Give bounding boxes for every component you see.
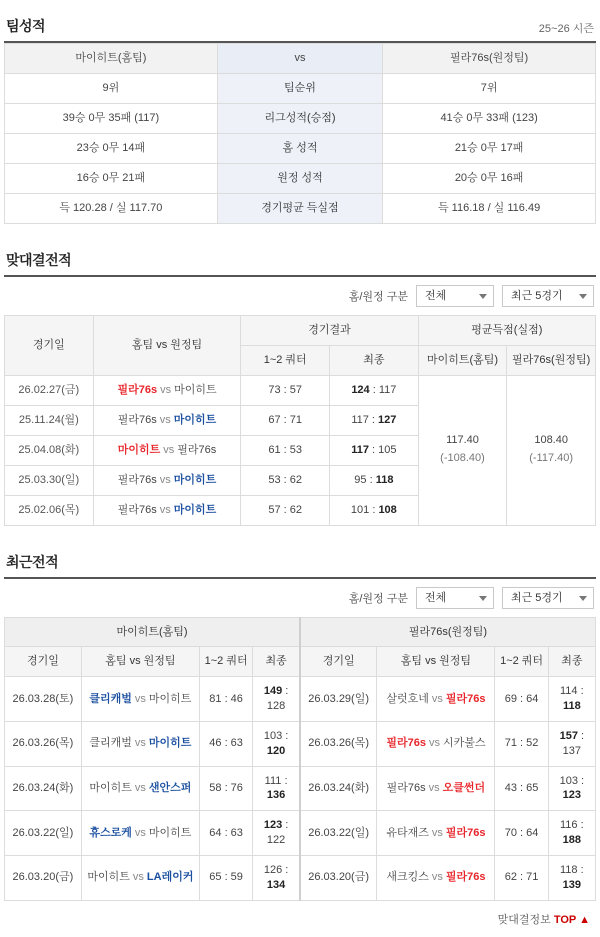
away-team: 샌안스퍼: [148, 782, 192, 795]
match-teams: [377, 766, 495, 811]
table-header-row: [5, 315, 596, 345]
quarter-score: 69 : 64: [495, 677, 548, 722]
col-away-team: 필라76s(원정팀): [383, 44, 596, 74]
away-team: 필라76s: [445, 692, 486, 705]
vs-label: vs: [159, 473, 171, 486]
chevron-down-icon: [579, 596, 587, 601]
quarter-score: 71 : 52: [495, 721, 548, 766]
stat-label: 원정 성적: [217, 163, 382, 193]
away-team: 마이히트: [148, 692, 192, 705]
recent-toolbar: [4, 579, 596, 617]
h2h-homeaway-select[interactable]: [416, 285, 494, 307]
match-date: 25.03.30(일): [5, 465, 94, 495]
away-value: 7위: [383, 73, 596, 103]
match-date: 25.11.24(월): [5, 405, 94, 435]
h2h-homeaway-value: 전체: [425, 289, 447, 302]
final-away: 108: [378, 503, 397, 516]
final-away: 127: [378, 413, 397, 426]
score-sep: :: [282, 685, 289, 698]
match-teams: [93, 435, 241, 465]
vs-label: vs: [428, 737, 440, 750]
recent-homeaway-value: 전체: [425, 591, 447, 604]
team-stats-table: [4, 43, 596, 224]
final-away: 117: [378, 383, 397, 396]
final-away: 118: [562, 700, 581, 713]
final-away: 139: [562, 878, 582, 891]
quarter-score: 67 : 71: [241, 405, 330, 435]
vs-label: vs: [134, 692, 146, 705]
home-team: 필라76s: [117, 503, 157, 516]
final-score: [548, 855, 595, 900]
home-team: 유타재즈: [386, 826, 429, 839]
home-team: 필라76s: [117, 413, 157, 426]
match-date: 26.02.27(금): [5, 375, 94, 405]
final-home: 103: [263, 729, 283, 742]
match-date: 25.04.08(화): [5, 435, 94, 465]
col-avg-home: 마이히트(홈팀): [418, 345, 507, 375]
home-team: 마이히트: [87, 871, 130, 884]
match-date: 26.03.20(금): [5, 855, 82, 900]
col-matchup-home: 홈팀 vs 원정팀: [81, 647, 199, 677]
match-teams: [93, 495, 241, 525]
final-home: 111: [264, 774, 282, 787]
quarter-score: 65 : 59: [200, 855, 253, 900]
table-row: [5, 133, 596, 163]
final-score: [548, 811, 595, 856]
footer-label: 맞대결정보: [497, 913, 551, 926]
h2h-table: [4, 315, 596, 526]
home-team: 휴스로케: [89, 826, 132, 839]
match-teams: [81, 677, 199, 722]
home-team: 필라76s: [386, 782, 426, 795]
quarter-score: 57 : 62: [241, 495, 330, 525]
match-teams: [93, 465, 241, 495]
final-home: 149: [263, 685, 283, 698]
avg-home-sub: (-108.40): [440, 452, 485, 465]
table-row: [5, 855, 596, 900]
table-header-row: [5, 44, 596, 74]
final-away: 188: [562, 834, 582, 847]
final-home: 116: [560, 819, 578, 832]
col-quarter: 1~2 쿼터: [241, 345, 330, 375]
quarter-score: 81 : 46: [200, 677, 253, 722]
match-date: 26.03.26(목): [300, 721, 377, 766]
match-teams: [93, 405, 241, 435]
final-home: 124: [351, 383, 370, 396]
home-team: 필라76s: [386, 737, 426, 750]
vs-label: vs: [134, 782, 146, 795]
home-value: 득 120.28 / 실 117.70: [5, 193, 218, 223]
final-score: [548, 677, 595, 722]
final-away: 120: [266, 744, 286, 757]
vs-label: vs: [134, 737, 146, 750]
quarter-score: 58 : 76: [200, 766, 253, 811]
score-sep: :: [282, 819, 289, 832]
col-result-group: 경기결과: [241, 315, 418, 345]
away-value: 득 116.18 / 실 116.49: [383, 193, 596, 223]
away-team: LA레이커: [146, 871, 194, 884]
away-team: 마이히트: [174, 383, 217, 396]
final-away: 128: [266, 700, 286, 713]
col-final-away: 최종: [548, 647, 595, 677]
match-teams: [377, 721, 495, 766]
final-away: 105: [378, 443, 397, 456]
avg-home-cell: [418, 375, 507, 525]
col-avg-group: 평균득점(실점): [418, 315, 595, 345]
vs-label: vs: [132, 871, 144, 884]
home-value: 16승 0무 21패: [5, 163, 218, 193]
home-team: 클리캐벌: [89, 737, 132, 750]
away-team: 오클썬더: [442, 782, 486, 795]
vs-label: vs: [428, 782, 440, 795]
table-row: [5, 721, 596, 766]
table-row: [5, 677, 596, 722]
score-sep: :: [577, 685, 584, 698]
col-date-away: 경기일: [300, 647, 377, 677]
table-row: [5, 811, 596, 856]
table-header-row: [5, 647, 596, 677]
away-team: 필라76s: [445, 826, 486, 839]
quarter-score: 64 : 63: [200, 811, 253, 856]
page-title: 팀성적: [6, 18, 46, 34]
recent-range-value: 최근 5경기: [511, 591, 563, 604]
away-team: 마이히트: [148, 826, 192, 839]
final-score: [253, 811, 300, 856]
h2h-range-value: 최근 5경기: [511, 289, 563, 302]
chevron-down-icon: [479, 294, 487, 299]
table-group-row: [5, 617, 596, 647]
final-home: 123: [263, 819, 283, 832]
group-home-team: 마이히트(홈팀): [5, 617, 300, 647]
score-sep: :: [369, 503, 379, 516]
score-sep: :: [282, 863, 289, 876]
season-label: 25~26 시즌: [538, 23, 594, 35]
match-teams: [81, 766, 199, 811]
away-team: 마이히트: [173, 413, 217, 426]
score-sep: :: [369, 383, 379, 396]
home-team: 클리캐벌: [89, 692, 132, 705]
col-home-team: 마이히트(홈팀): [5, 44, 218, 74]
recent-filter-label: 홈/원정 구분: [348, 592, 408, 605]
spacer: [4, 526, 596, 536]
final-score: [253, 766, 300, 811]
col-quarter-away: 1~2 쿼터: [495, 647, 548, 677]
home-value: 23승 0무 14패: [5, 133, 218, 163]
match-teams: [81, 721, 199, 766]
recent-header: [4, 542, 596, 579]
quarter-score: 73 : 57: [241, 375, 330, 405]
score-sep: :: [282, 729, 289, 742]
recent-homeaway-select[interactable]: [416, 587, 494, 609]
match-date: 25.02.06(목): [5, 495, 94, 525]
final-score: [330, 435, 419, 465]
back-to-top-link[interactable]: TOP ▲: [553, 913, 590, 926]
h2h-filter-label: 홈/원정 구분: [348, 290, 408, 303]
avg-away-value: 108.40: [534, 434, 568, 447]
group-away-team: 필라76s(원정팀): [300, 617, 596, 647]
final-home: 117: [351, 443, 369, 456]
home-value: 9위: [5, 73, 218, 103]
quarter-score: 43 : 65: [495, 766, 548, 811]
avg-away-sub: (-117.40): [529, 452, 574, 465]
score-sep: :: [577, 863, 584, 876]
final-home: 117: [351, 413, 369, 426]
vs-label: vs: [159, 503, 171, 516]
col-matchup: 홈팀 vs 원정팀: [93, 315, 241, 375]
quarter-score: 70 : 64: [495, 811, 548, 856]
quarter-score: 62 : 71: [495, 855, 548, 900]
score-sep: :: [281, 774, 288, 787]
stat-label: 경기평균 득실점: [217, 193, 382, 223]
table-row: [5, 193, 596, 223]
home-team: 필라76s: [117, 473, 157, 486]
match-teams: [377, 855, 495, 900]
match-date: 26.03.24(화): [5, 766, 82, 811]
quarter-score: 46 : 63: [200, 721, 253, 766]
final-home: 95: [354, 473, 367, 486]
match-date: 26.03.20(금): [300, 855, 377, 900]
chevron-down-icon: [579, 294, 587, 299]
final-home: 114: [560, 685, 578, 698]
home-team: 살럿호네: [386, 692, 429, 705]
home-team: 필라76s: [117, 383, 158, 396]
score-sep: :: [577, 774, 585, 787]
final-away: 123: [562, 789, 582, 802]
final-home: 126: [263, 863, 283, 876]
final-away: 136: [266, 789, 286, 802]
home-team: 마이히트: [117, 443, 161, 456]
final-away: 122: [266, 834, 286, 847]
chevron-down-icon: [479, 596, 487, 601]
vs-label: vs: [159, 413, 171, 426]
match-teams: [93, 375, 241, 405]
match-date: 26.03.26(목): [5, 721, 82, 766]
col-matchup-away: 홈팀 vs 원정팀: [377, 647, 495, 677]
match-teams: [377, 811, 495, 856]
table-row: [5, 73, 596, 103]
vs-label: vs: [160, 383, 172, 396]
stat-label: 홈 성적: [217, 133, 382, 163]
match-teams: [377, 677, 495, 722]
quarter-score: 61 : 53: [241, 435, 330, 465]
recent-title: 최근전적: [6, 553, 59, 570]
stat-label: 리그성적(승점): [217, 103, 382, 133]
away-team: 필라76s: [445, 871, 486, 884]
final-away: 134: [266, 878, 286, 891]
away-team: 시카불스: [442, 737, 486, 750]
match-teams: [81, 855, 199, 900]
quarter-score: 53 : 62: [241, 465, 330, 495]
page-root: [0, 6, 600, 937]
h2h-toolbar: [4, 277, 596, 315]
away-value: 41승 0무 33패 (123): [383, 103, 596, 133]
away-team: 필라76s: [177, 443, 217, 456]
final-score: [330, 465, 419, 495]
recent-table: [4, 617, 596, 901]
away-value: 20승 0무 16패: [383, 163, 596, 193]
home-team: 마이히트: [89, 782, 132, 795]
home-team: 새크킹스: [386, 871, 429, 884]
final-score: [253, 721, 300, 766]
final-home: 103: [559, 774, 578, 787]
avg-home-value: 117.40: [446, 434, 479, 447]
col-vs: vs: [217, 44, 382, 74]
h2h-body: [5, 375, 596, 525]
final-away: 137: [562, 744, 582, 757]
final-score: [330, 495, 419, 525]
vs-label: vs: [134, 826, 146, 839]
h2h-title: 맞대결전적: [6, 251, 72, 268]
match-date: 26.03.29(일): [300, 677, 377, 722]
vs-label: vs: [431, 826, 443, 839]
vs-label: vs: [163, 443, 175, 456]
match-date: 26.03.22(일): [5, 811, 82, 856]
final-home: 157: [559, 729, 578, 742]
score-sep: :: [368, 443, 379, 456]
col-avg-away: 필라76s(원정팀): [507, 345, 596, 375]
match-date: 26.03.22(일): [300, 811, 377, 856]
vs-label: vs: [431, 692, 443, 705]
col-date-home: 경기일: [5, 647, 82, 677]
recent-range-select[interactable]: [502, 587, 594, 609]
final-score: [330, 405, 419, 435]
table-row: [5, 766, 596, 811]
away-team: 마이히트: [148, 737, 192, 750]
col-final-home: 최종: [253, 647, 300, 677]
score-sep: :: [368, 413, 379, 426]
table-row: [5, 103, 596, 133]
score-sep: :: [577, 729, 585, 742]
final-score: [548, 766, 595, 811]
match-date: 26.03.28(토): [5, 677, 82, 722]
vs-label: vs: [431, 871, 443, 884]
recent-body: [5, 677, 596, 900]
final-score: [330, 375, 419, 405]
final-score: [253, 855, 300, 900]
final-home: 101: [350, 503, 370, 516]
away-team: 마이히트: [173, 503, 217, 516]
table-row: [5, 375, 596, 405]
final-score: [548, 721, 595, 766]
spacer: [4, 224, 596, 234]
page-footer: [4, 901, 596, 937]
final-score: [253, 677, 300, 722]
h2h-range-select[interactable]: [502, 285, 594, 307]
table-row: [5, 163, 596, 193]
match-date: 26.03.24(화): [300, 766, 377, 811]
score-sep: :: [577, 819, 584, 832]
final-home: 118: [560, 863, 578, 876]
team-stats-header: [4, 6, 596, 43]
stat-label: 팀순위: [217, 73, 382, 103]
away-value: 21승 0무 17패: [383, 133, 596, 163]
team-stats-body: [5, 73, 596, 223]
final-away: 118: [375, 473, 394, 486]
away-team: 마이히트: [173, 473, 217, 486]
avg-away-cell: [507, 375, 596, 525]
match-teams: [81, 811, 199, 856]
score-sep: :: [366, 473, 376, 486]
h2h-header: [4, 240, 596, 277]
col-date: 경기일: [5, 315, 94, 375]
home-value: 39승 0무 35패 (117): [5, 103, 218, 133]
col-quarter-home: 1~2 쿼터: [200, 647, 253, 677]
col-final: 최종: [330, 345, 419, 375]
